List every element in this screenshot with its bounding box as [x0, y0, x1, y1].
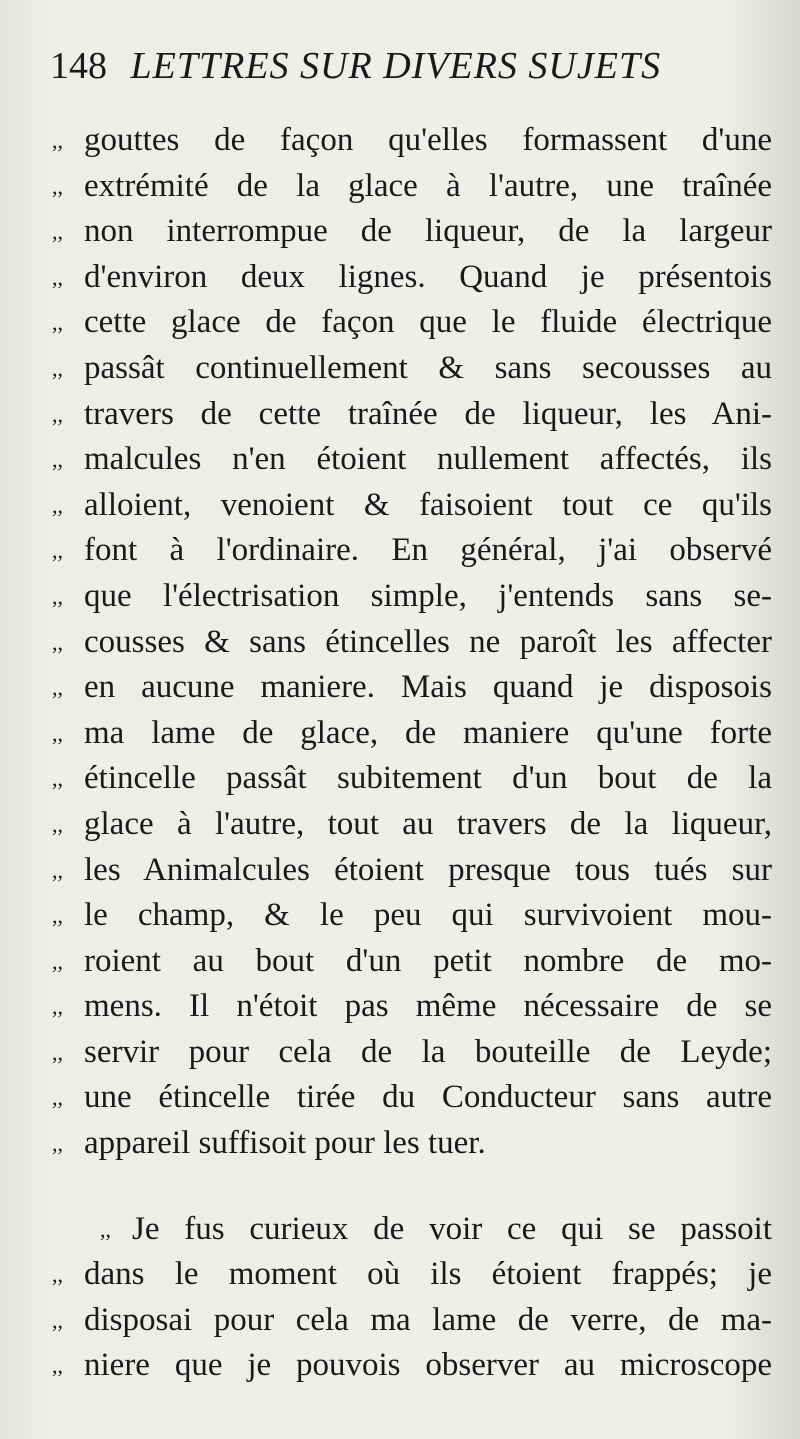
line-text: passât continuellement & sans secousses au: [84, 349, 772, 386]
page-header: [50, 44, 760, 88]
quote-mark: ,,: [52, 128, 63, 153]
text-line: [52, 483, 772, 529]
line-text: malcules n'en étoient nullement affectés, ils: [84, 441, 772, 478]
quote-mark: ,,: [52, 173, 63, 199]
quote-mark: ,,: [52, 219, 63, 245]
quote-mark: ,,: [52, 720, 63, 746]
quote-mark: ,,: [52, 811, 63, 837]
paragraph-2: [52, 1207, 772, 1389]
text-line: [52, 1298, 772, 1344]
quote-mark: ,,: [52, 1131, 63, 1157]
line-text: cousses & sans étincelles ne paroît les affecter: [84, 623, 772, 660]
text-line: [52, 893, 772, 939]
line-text: alloient, venoient & faisoient tout ce qu'ils: [84, 486, 772, 523]
quote-mark: ,,: [52, 1085, 63, 1111]
line-text: une étincelle tirée du Conducteur sans autre: [84, 1079, 772, 1116]
quote-mark: ,,: [52, 675, 63, 701]
text-line: [52, 802, 772, 848]
text-line: [52, 939, 772, 985]
line-text: travers de cette traînée de liqueur, les Ani-: [84, 395, 772, 432]
quote-mark: ,,: [52, 629, 63, 655]
running-title: LETTRES SUR DIVERS SUJETS: [130, 45, 662, 87]
text-line: [52, 1121, 772, 1167]
line-text: gouttes de façon qu'elles formassent d'une: [84, 122, 772, 158]
line-text: appareil suffisoit pour les tuer.: [84, 1125, 486, 1162]
text-line: [52, 1030, 772, 1076]
line-text: ma lame de glace, de maniere qu'une forte: [84, 714, 772, 751]
text-line: [52, 1075, 772, 1121]
text-line: [52, 711, 772, 757]
line-text: étincelle passât subitement d'un bout de la: [84, 760, 772, 797]
line-text: en aucune maniere. Mais quand je disposois: [84, 669, 772, 706]
text-line: [52, 848, 772, 894]
text-line: [52, 209, 772, 255]
text-line: [52, 528, 772, 574]
text-line: [52, 620, 772, 666]
quote-mark: ,,: [52, 583, 63, 609]
quote-mark: ,,: [52, 310, 63, 336]
paragraph-1: [52, 118, 772, 1167]
text-line: [52, 984, 772, 1030]
text-line: [52, 255, 772, 301]
line-text: mens. Il n'étoit pas même nécessaire de se: [84, 988, 772, 1025]
text-line: [52, 118, 772, 164]
text-line: [52, 1207, 772, 1253]
quote-mark: ,,: [52, 1262, 63, 1288]
text-line: [52, 392, 772, 438]
line-text: niere que je pouvois observer au microscope: [84, 1347, 772, 1384]
quote-mark: ,,: [100, 1216, 111, 1242]
line-text: le champ, & le peu qui survivoient mou-: [84, 897, 772, 934]
line-text: extrémité de la glace à l'autre, une traînée: [84, 167, 772, 204]
text-line: [52, 665, 772, 711]
quote-mark: ,,: [52, 857, 63, 883]
quote-mark: ,,: [52, 948, 63, 974]
line-text: font à l'ordinaire. En général, j'ai observé: [84, 532, 772, 569]
line-text: d'environ deux lignes. Quand je présentois: [84, 258, 772, 295]
quote-mark: ,,: [52, 264, 63, 290]
text-line: [52, 1252, 772, 1298]
paragraph-gap: [52, 1167, 772, 1207]
line-text: non interrompue de liqueur, de la largeur: [84, 213, 772, 250]
quote-mark: ,,: [52, 766, 63, 792]
text-line: [52, 756, 772, 802]
quote-mark: ,,: [52, 538, 63, 564]
quote-mark: ,,: [52, 903, 63, 929]
page-number: 148: [50, 45, 107, 87]
line-text: disposai pour cela ma lame de verre, de ma-: [84, 1301, 772, 1338]
text-line: [52, 300, 772, 346]
quote-mark: ,,: [52, 447, 63, 473]
line-text: dans le moment où ils étoient frappés; je: [84, 1256, 772, 1293]
quote-mark: ,,: [52, 492, 63, 518]
text-line: [52, 574, 772, 620]
quote-mark: ,,: [52, 1353, 63, 1379]
quote-mark: ,,: [52, 401, 63, 427]
quote-mark: ,,: [52, 1307, 63, 1333]
line-text: servir pour cela de la bouteille de Leyde;: [84, 1033, 772, 1070]
text-line: [52, 437, 772, 483]
text-line: [52, 1343, 772, 1389]
page-body: [52, 118, 772, 1389]
quote-mark: ,,: [52, 1039, 63, 1065]
text-line: [52, 346, 772, 392]
line-text: cette glace de façon que le fluide électrique: [84, 304, 772, 341]
line-text: les Animalcules étoient presque tous tués sur: [84, 851, 772, 888]
text-line: [52, 164, 772, 210]
line-text: que l'électrisation simple, j'entends sans se-: [84, 577, 772, 614]
line-text: roient au bout d'un petit nombre de mo-: [84, 942, 772, 979]
quote-mark: ,,: [52, 994, 63, 1020]
line-text: glace à l'autre, tout au travers de la liqueur,: [84, 805, 772, 842]
quote-mark: ,,: [52, 355, 63, 381]
line-text: Je fus curieux de voir ce qui se passoit: [132, 1210, 772, 1247]
